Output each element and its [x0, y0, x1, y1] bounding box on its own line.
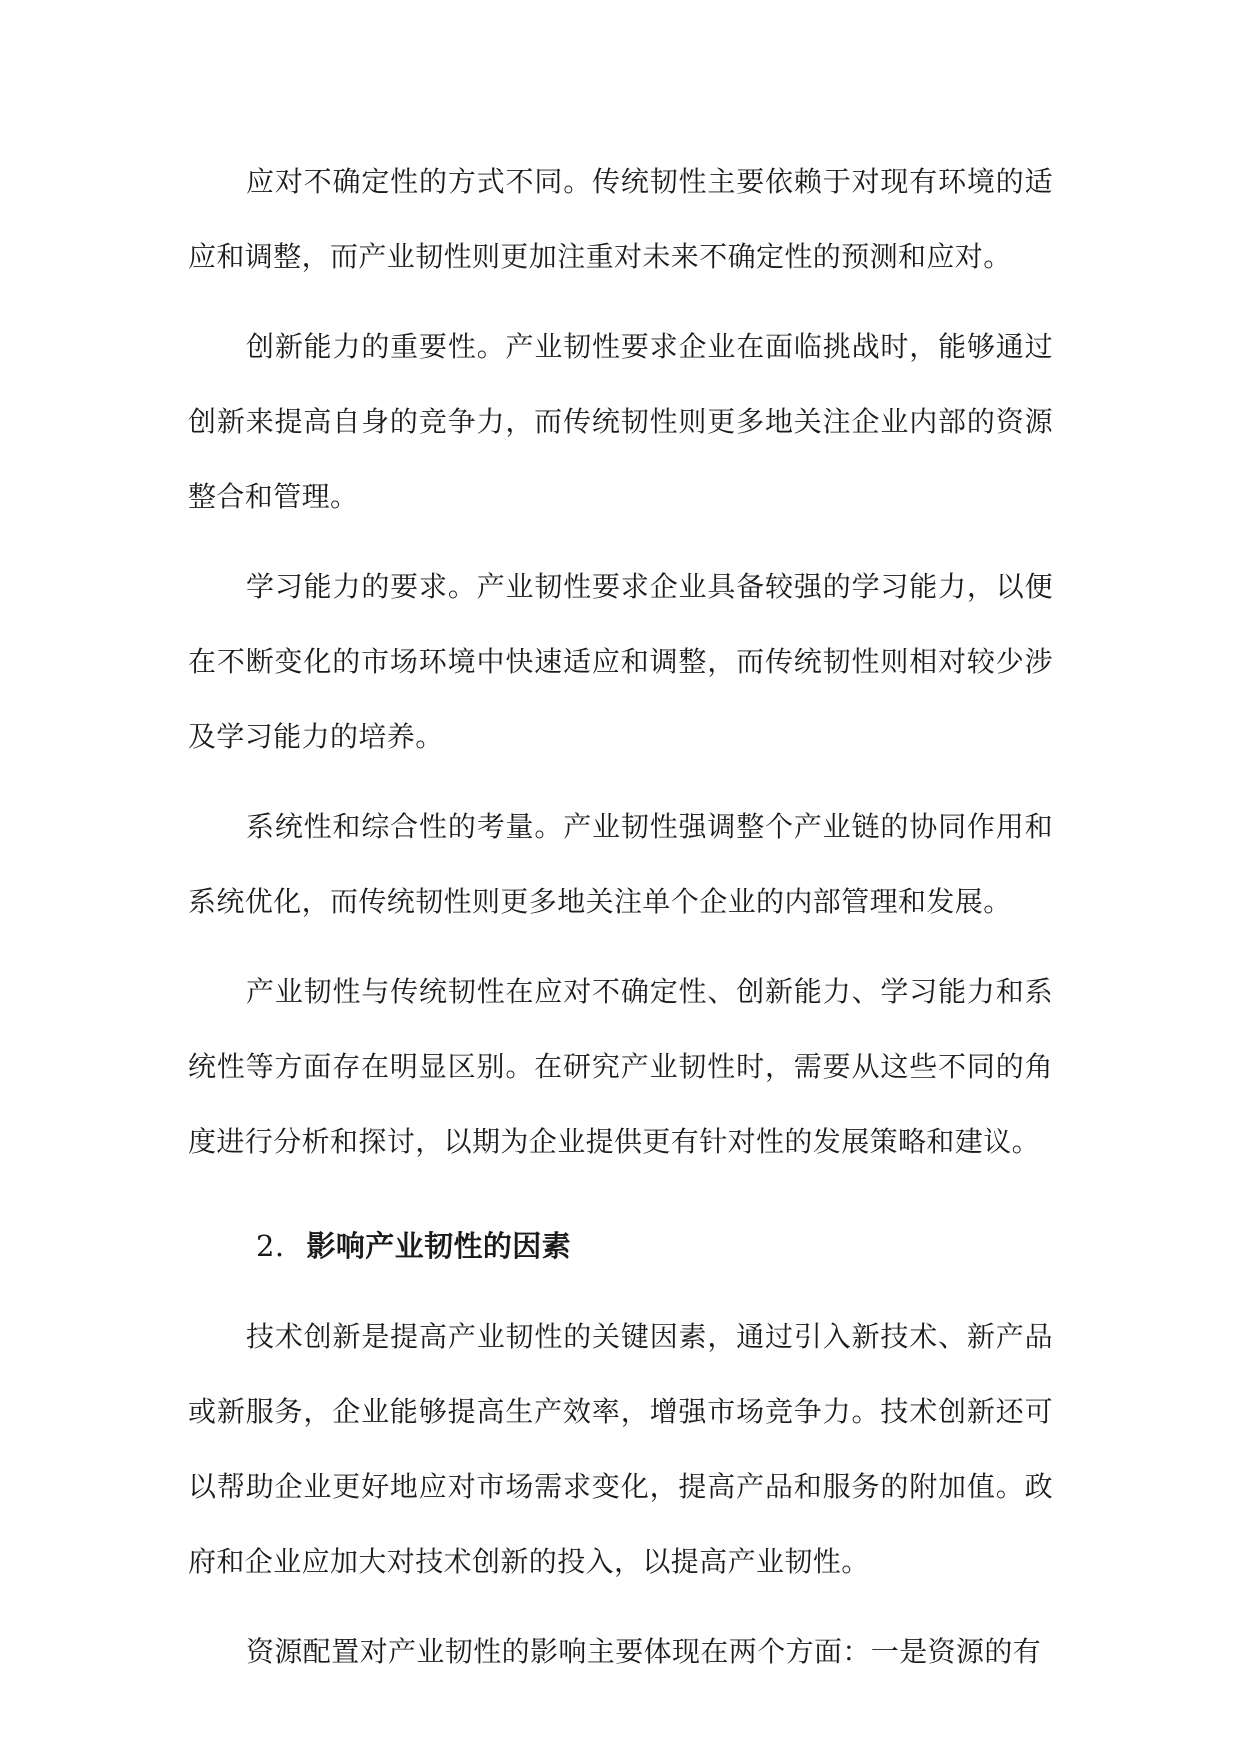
section-title: 影响产业韧性的因素 — [306, 1229, 572, 1263]
paragraph-uncertainty: 应对不确定性的方式不同。传统韧性主要依赖于对现有环境的适应和调整，而产业韧性则更加注重对未来不确定性的预测和应对。 — [188, 165, 1053, 273]
section-heading — [188, 1209, 1053, 1284]
section-number: 2. — [256, 1229, 285, 1263]
document-body — [188, 144, 1053, 1704]
paragraph-innovation: 创新能力的重要性。产业韧性要求企业在面临挑战时，能够通过创新来提高自身的竞争力，而传统韧性则更多地关注企业内部的资源整合和管理。 — [188, 330, 1053, 513]
paragraph-resource-allocation: 资源配置对产业韧性的影响主要体现在两个方面：一是资源的有 — [246, 1635, 1042, 1668]
paragraph-summary: 产业韧性与传统韧性在应对不确定性、创新能力、学习能力和系统性等方面存在明显区别。在研究产业韧性时，需要从这些不同的角度进行分析和探讨，以期为企业提供更有针对性的发展策略和建议。 — [188, 975, 1053, 1158]
paragraph-learning: 学习能力的要求。产业韧性要求企业具备较强的学习能力，以便在不断变化的市场环境中快速适应和调整，而传统韧性则相对较少涉及学习能力的培养。 — [188, 570, 1053, 753]
paragraph-tech-innovation: 技术创新是提高产业韧性的关键因素，通过引入新技术、新产品或新服务，企业能够提高生产效率，增强市场竞争力。技术创新还可以帮助企业更好地应对市场需求变化，提高产品和服务的附加值。政府和企业应加大对技术创新的投入，以提高产业韧性。 — [188, 1320, 1053, 1578]
paragraph-systemic: 系统性和综合性的考量。产业韧性强调整个产业链的协同作用和系统优化，而传统韧性则更多地关注单个企业的内部管理和发展。 — [188, 810, 1053, 918]
